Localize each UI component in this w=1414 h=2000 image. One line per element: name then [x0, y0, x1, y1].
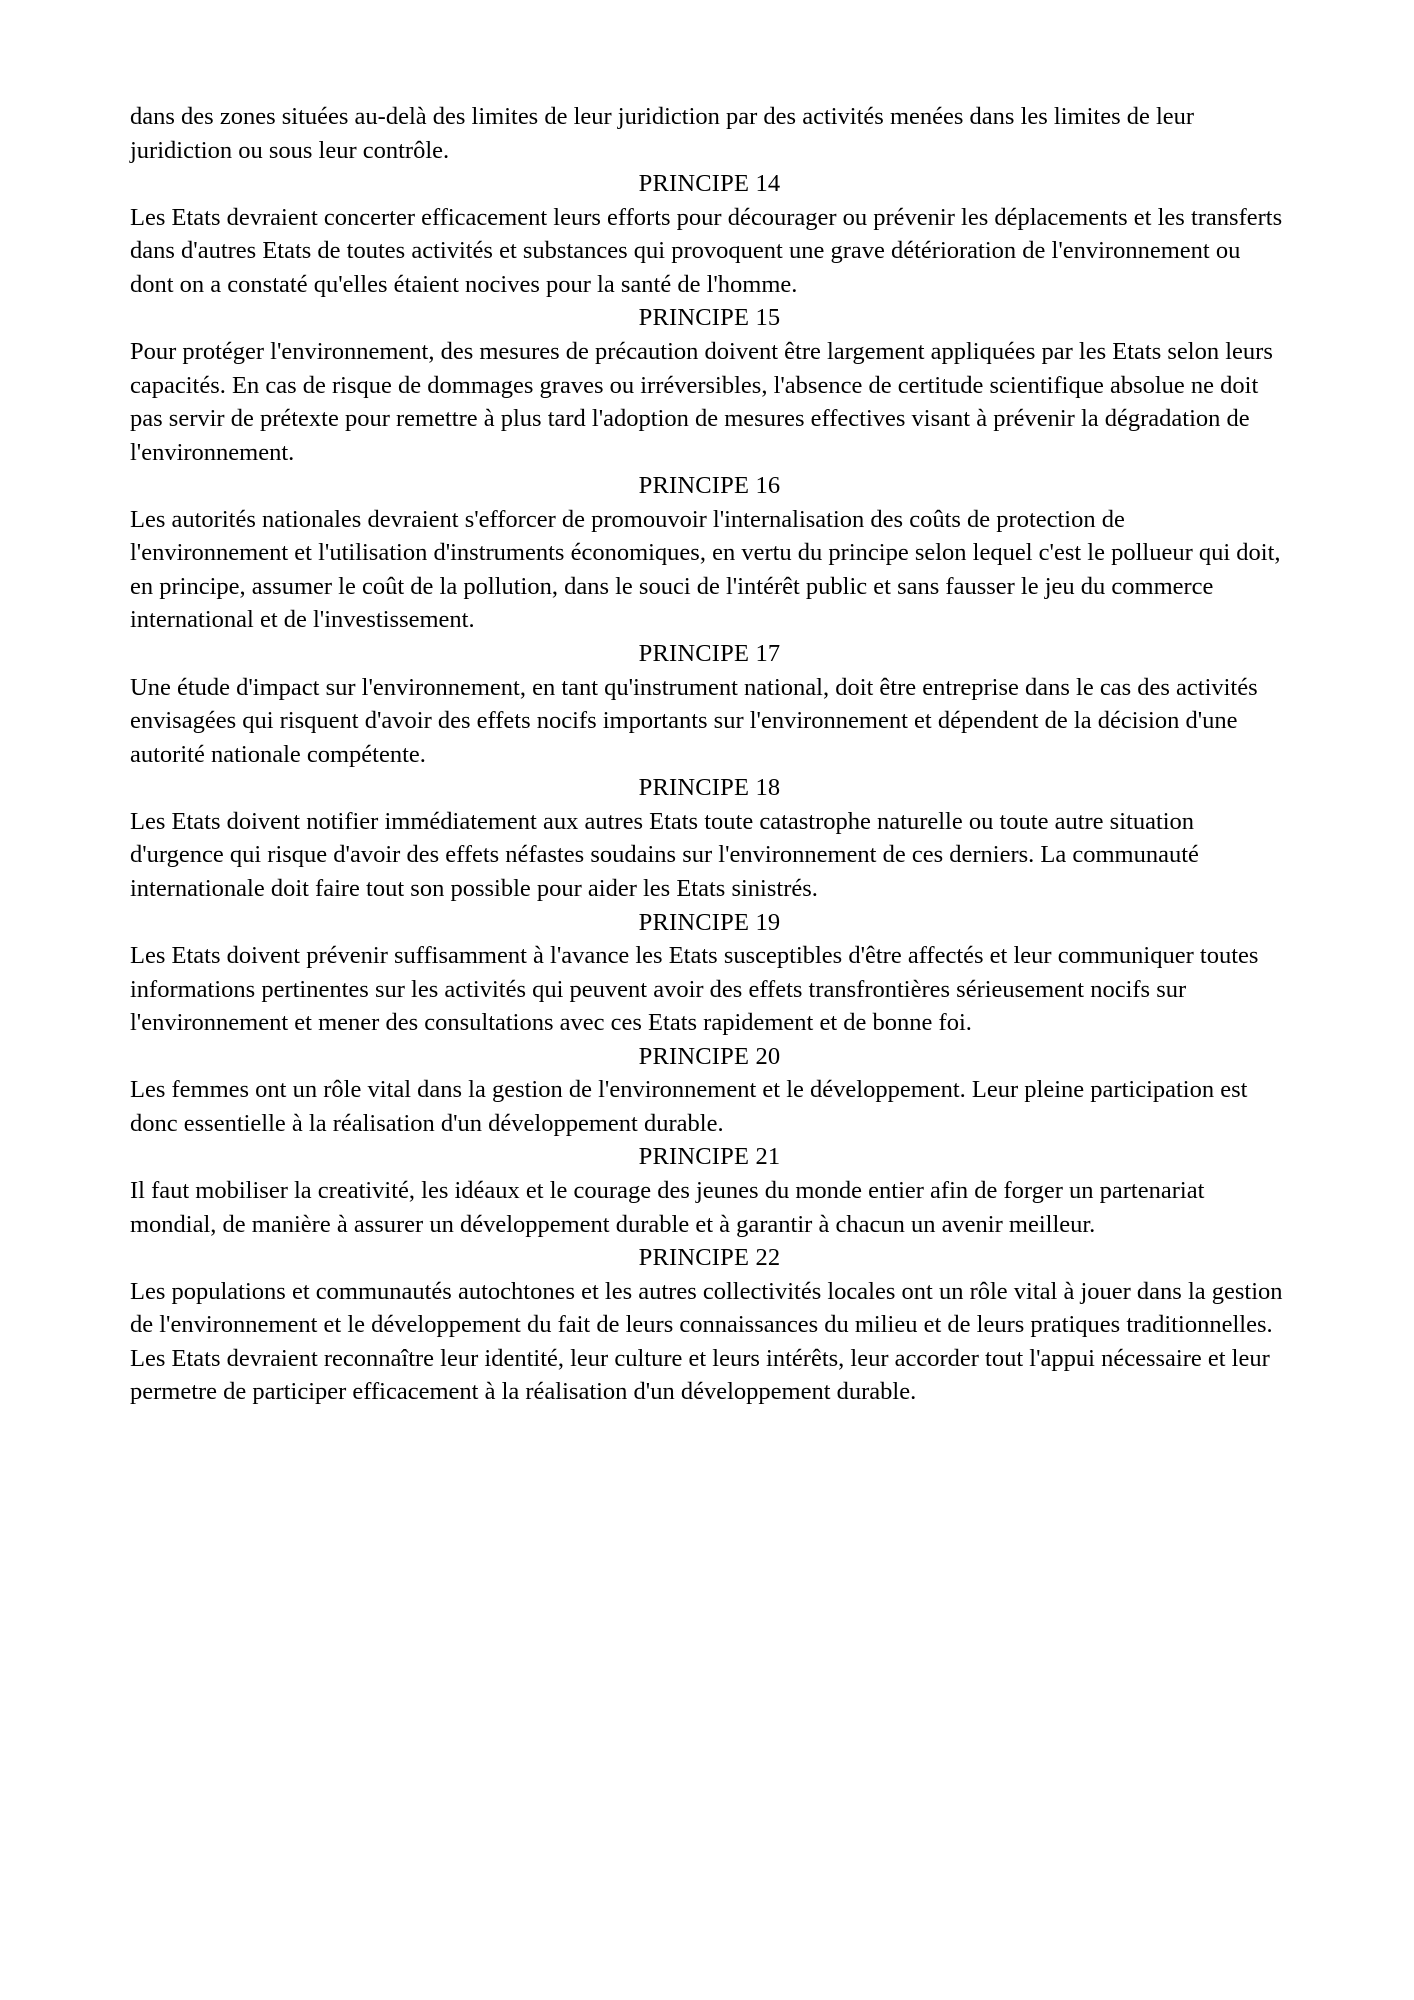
- document-body: [130, 100, 1289, 1409]
- paragraph-principe-16: Les autorités nationales devraient s'efforcer de promouvoir l'internalisation des coûts de protection de l'environnement et l'utilisation d'instruments économiques, en vertu du principe selon lequel c'est le pollueur qui doit, en principe, assumer le coût de la pollution, dans le souci de l'intérêt public et sans fausser le jeu du commerce international et de l'investissement.: [130, 505, 1281, 634]
- heading-principe-15: PRINCIPE 15: [638, 304, 781, 332]
- paragraph-principe-19: Les Etats doivent prévenir suffisamment à l'avance les Etats susceptibles d'être affectés et leur communiquer toutes informations pertinentes sur les activités qui peuvent avoir des effets transfrontières sérieusement nocifs sur l'environnement et mener des consultations avec ces Etats rapidement et de bonne foi.: [130, 942, 1259, 1037]
- heading-principe-20: PRINCIPE 20: [638, 1042, 781, 1070]
- heading-principe-17: PRINCIPE 17: [638, 640, 781, 667]
- heading-principe-22: PRINCIPE 22: [638, 1244, 781, 1272]
- heading-principe-14: PRINCIPE 14: [638, 170, 781, 198]
- paragraph-principe-22: Les populations et communautés autochtones et les autres collectivités locales ont un rôle vital à jouer dans la gestion de l'environnement et le développement du fait de leurs connaissances du milieu et de leurs pratiques traditionnelles. Les Etats devraient reconnaître leur identité, leur culture et leurs intérêts, leur accorder tout l'appui nécessaire et leur permetre de participer efficacement à la réalisation d'un développement durable.: [130, 1277, 1283, 1406]
- paragraph-principe-18: Les Etats doivent notifier immédiatement aux autres Etats toute catastrophe naturelle ou toute autre situation d'urgence qui risque d'avoir des effets néfastes soudains sur l'environnement de ces derniers. La communauté internationale doit faire tout son possible pour aider les Etats sinistrés.: [130, 807, 1199, 902]
- heading-principe-21: PRINCIPE 21: [638, 1143, 781, 1171]
- paragraph-principe-15: Pour protéger l'environnement, des mesures de précaution doivent être largement appliquées par les Etats selon leurs capacités. En cas de risque de dommages graves ou irréversibles, l'absence de certitude scientifique absolue ne doit pas servir de prétexte pour remettre à plus tard l'adoption de mesures effectives visant à prévenir la dégradation de l'environnement.: [130, 337, 1273, 466]
- paragraph-principe-17: Une étude d'impact sur l'environnement, en tant qu'instrument national, doit être entreprise dans le cas des activités envisagées qui risquent d'avoir des effets nocifs importants sur l'environnement et dépendent de la décision d'une autorité nationale compétente.: [130, 673, 1258, 768]
- paragraph-principe-20: Les femmes ont un rôle vital dans la gestion de l'environnement et le développement. Leur pleine participation est donc essentielle à la réalisation d'un développement durable.: [130, 1076, 1248, 1137]
- heading-principe-18: PRINCIPE 18: [638, 774, 781, 802]
- paragraph-principe-14: Les Etats devraient concerter efficacement leurs efforts pour décourager ou prévenir les déplacements et les transferts dans d'autres Etats de toutes activités et substances qui provoquent une grave détérioration de l'environnement ou dont on a constaté qu'elles étaient nocives pour la santé de l'homme.: [130, 203, 1283, 298]
- paragraph-principe-21: Il faut mobiliser la creativité, les idéaux et le courage des jeunes du monde entier afin de forger un partenariat mondial, de manière à assurer un développement durable et à garantir à chacun un avenir meilleur.: [130, 1177, 1205, 1238]
- paragraph-continuation: dans des zones situées au-delà des limites de leur juridiction par des activités menées dans les limites de leur juridiction ou sous leur contrôle.: [130, 103, 1195, 164]
- heading-principe-19: PRINCIPE 19: [638, 908, 781, 936]
- heading-principe-16: PRINCIPE 16: [638, 472, 781, 500]
